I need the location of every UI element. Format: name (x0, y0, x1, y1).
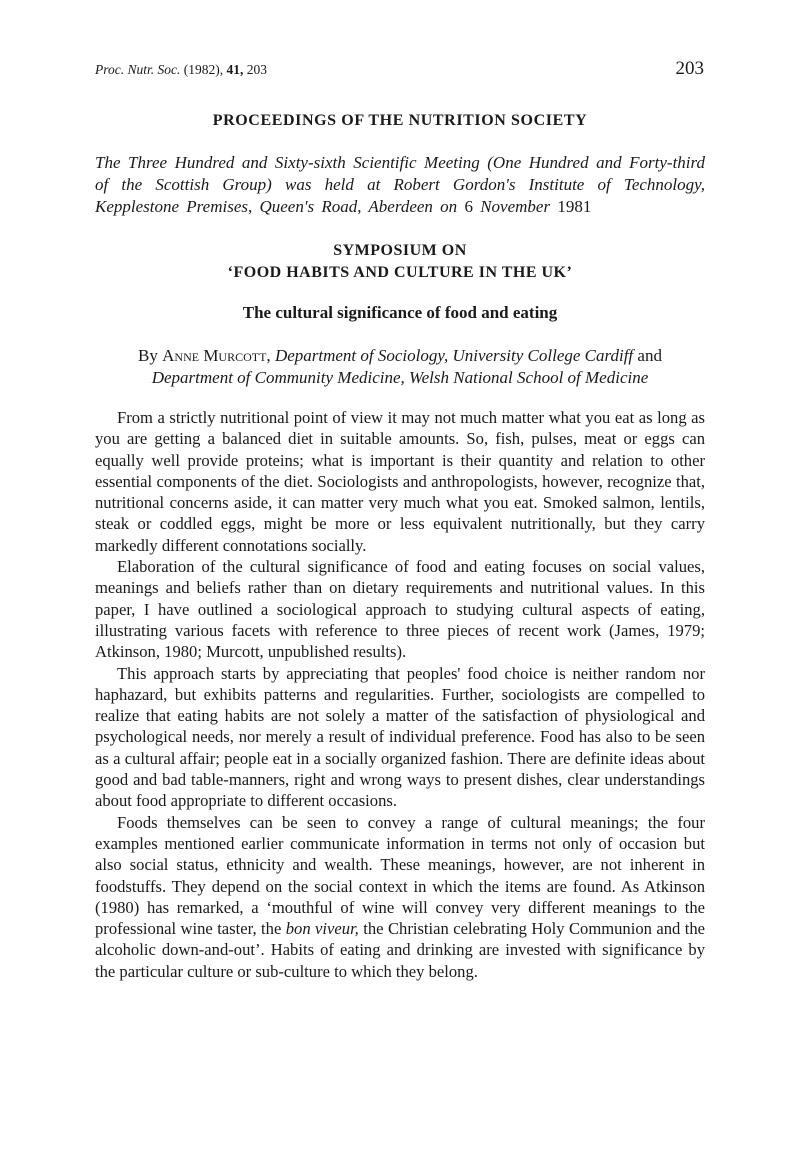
paragraph-4-part-1: Foods themselves can be seen to convey a range of cultural meanings; the four examples mentioned earlier communicate information in terms not only of occasion but also social status, ethnicity and wealth. These meanings, however, are not inherent in foodstuffs. They depend on the social context in which the items are found. As Atkinson (1980) has remarked, a ‘mouthful of wine will convey very different meanings to the professional wine taster, the (95, 812, 705, 939)
meeting-month: November (480, 197, 551, 216)
meeting-year: 1981 (557, 197, 592, 216)
paragraph-2: Elaboration of the cultural significance of food and eating focuses on social values, meanings and beliefs rather than on dietary requirements and nutritional values. In this paper, I have outlined a sociological approach to studying cultural aspects of eating, illustrating various facets with reference to three pieces of recent work (James, 1979; Atkinson, 1980; Murcott, unpublished results). (95, 557, 705, 662)
affiliation-1: Department of Sociology, University College Cardiff (274, 346, 634, 365)
paragraph-4 (95, 812, 705, 982)
byline-by: By (138, 346, 158, 365)
byline (95, 345, 705, 389)
symposium-line1: SYMPOSIUM ON (333, 242, 467, 259)
byline-and: and (637, 346, 662, 365)
running-head (95, 62, 267, 78)
journal-abbrev: Proc. Nutr. Soc. (95, 62, 181, 77)
page-number: 203 (675, 58, 704, 79)
author-name: Anne Murcott, (162, 346, 271, 365)
symposium-line2: ‘FOOD HABITS AND CULTURE IN THE UK’ (227, 264, 573, 281)
page-ref: 203 (246, 62, 267, 77)
meeting-day: 6 (464, 197, 473, 216)
paragraph-4-italic: bon viveur, (285, 919, 359, 939)
paragraph-4-part-2: the Christian celebrating Holy Communion and the alcoholic down-and-out’. Habits of eating and drinking are invested with significance by the particular culture or sub-culture to which they belong. (95, 919, 706, 981)
paragraph-1: From a strictly nutritional point of view it may not much matter what you eat as long as you are getting a balanced diet in suitable amounts. So, fish, pulses, meat or eggs can equally well provide proteins; what is important is their quantity and relation to other essential components of the diet. Sociologists and anthropologists, however, recognize that, nutritional concerns aside, it can matter very much what you eat. Smoked salmon, lentils, steak or coddled eggs, might be more or less equivalent nutritionally, but they carry markedly different connotations socially. (95, 408, 705, 555)
year: (1982), (183, 62, 224, 77)
symposium-heading (0, 240, 800, 284)
article-body (95, 407, 705, 982)
meeting-text: The Three Hundred and Sixty-sixth Scientific Meeting (One Hundred and Forty-third of the Scottish Group) was held at Robert Gordon's Institute of Technology, Kepplestone Premises, Queen's Road, Aberdeen on (95, 153, 705, 216)
article-title: The cultural significance of food and eating (242, 303, 558, 322)
journal-title: PROCEEDINGS OF THE NUTRITION SOCIETY (212, 112, 588, 129)
paragraph-3: This approach starts by appreciating that peoples' food choice is neither random nor haphazard, but exhibits patterns and regularities. Further, sociologists are compelled to realize that eating habits are not solely a matter of the satisfaction of physiological and psychological needs, nor merely a result of individual preference. Food has also to be seen as a cultural affair; people eat in a socially organized fashion. There are definite ideas about good and bad table-manners, right and wrong ways to present dishes, clear understandings about food appropriate to different occasions. (95, 663, 705, 811)
meeting-statement (95, 152, 705, 218)
affiliation-2: Department of Community Medicine, Welsh National School of Medicine (151, 368, 649, 387)
volume: 41, (226, 62, 244, 77)
